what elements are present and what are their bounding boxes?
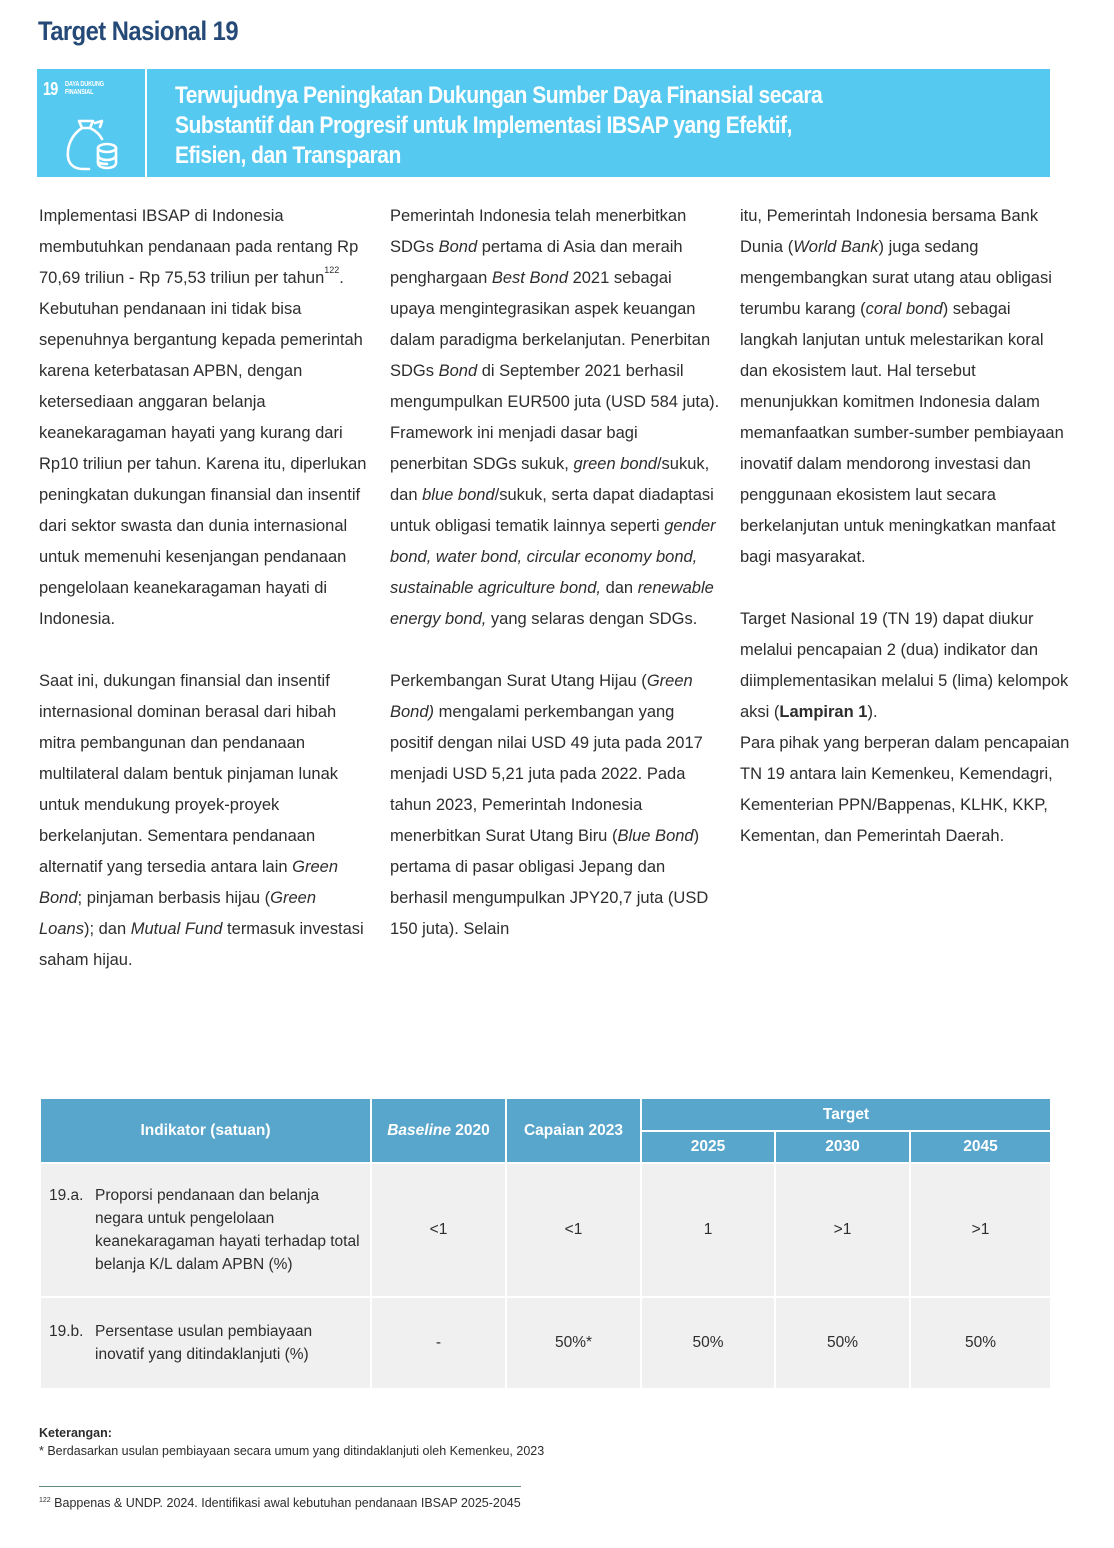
italic-term: Mutual Fund: [130, 920, 223, 938]
paragraph: [390, 666, 720, 945]
target-title-line3: Efisien, dan Transparan: [175, 142, 401, 169]
italic-term: Blue Bond: [617, 827, 694, 845]
text-column-1: [39, 201, 369, 976]
text-run: Pemerintah Indonesia telah menerbitkan SDGs: [390, 207, 687, 256]
header-year-2030: 2030: [775, 1131, 910, 1163]
header-capaian: Capaian 2023: [506, 1098, 641, 1163]
table-row: [40, 1163, 1051, 1297]
italic-term: Green Bond: [39, 858, 339, 907]
indicator-text: Proporsi pendanaan dan belanja negara untuk pengelolaan keanekaragaman hayati terhadap total belanja K/L dalam APBN (%): [95, 1187, 360, 1273]
badge-label: [65, 81, 104, 97]
italic-term: green bond: [573, 455, 657, 473]
text-run: dan: [600, 579, 638, 597]
target-title: [175, 81, 915, 171]
target-banner: [37, 69, 1050, 177]
paragraph: [390, 201, 720, 635]
badge-label-line1: DAYA DUKUNG: [65, 81, 105, 88]
text-run: ) juga sedang mengembangkan surat utang atau obligasi terumbu karang (: [740, 238, 1052, 318]
paragraph: [740, 604, 1070, 728]
text-run: Perkembangan Surat Utang Hijau (: [390, 672, 647, 690]
footnote-text: Bappenas & UNDP. 2024. Identifikasi awal kebutuhan pendanaan IBSAP 2025-2045: [50, 1496, 521, 1510]
notes-title: Keterangan:: [39, 1426, 112, 1440]
header-year-2045: 2045: [910, 1131, 1051, 1163]
badge-label-line2: FINANSIAL: [65, 89, 94, 96]
capaian-value: <1: [506, 1163, 641, 1297]
target-2045-value: >1: [910, 1163, 1051, 1297]
indicator-table: [39, 1097, 1052, 1390]
capaian-value: 50%*: [506, 1297, 641, 1389]
text-run: . Kebutuhan pendanaan ini tidak bisa sepenuhnya bergantung kepada pemerintah karena keterbatasan APBN, dengan ketersediaan anggaran belanja keanekaragaman hayati yang kurang dari Rp10 triliun per tahun. Karena itu, diperlukan peningkatan dukungan finansial dan insentif dari sektor swasta dan dunia internasional untuk memenuhi kesenjangan pendanaan pengelolaan keanekaragaman hayati di Indonesia.: [39, 269, 367, 628]
italic-term: Green Bond): [390, 672, 693, 721]
page-title: Target Nasional 19: [38, 16, 239, 46]
text-run: pertama di Asia dan meraih penghargaan: [390, 238, 683, 287]
paragraph: [740, 728, 1070, 852]
text-run: ) pertama di pasar obligasi Jepang dan berhasil mengumpulkan JPY20,7 juta (USD 150 juta). Selain: [390, 827, 709, 938]
italic-term: Green Loans: [39, 889, 317, 938]
header-baseline: [371, 1098, 506, 1163]
indicator-code: 19.a.: [49, 1187, 84, 1204]
text-run: Target Nasional 19 (TN 19) dapat diukur melalui pencapaian 2 (dua) indikator dan diimplementasikan melalui 5 (lima) kelompok aksi (: [740, 610, 1069, 721]
text-run: itu, Pemerintah Indonesia bersama Bank Dunia (: [740, 207, 1039, 256]
text-run: di September 2021 berhasil mengumpulkan EUR500 juta (USD 584 juta). Framework ini menjadi dasar bagi penerbitan SDGs sukuk,: [390, 362, 720, 473]
indicator-cell: [40, 1297, 371, 1389]
italic-term: renewable energy bond,: [390, 579, 714, 628]
table-notes: [39, 1424, 544, 1460]
text-run: /sukuk, dan: [390, 455, 710, 504]
text-run: termasuk investasi saham hijau.: [39, 920, 364, 969]
baseline-value: <1: [371, 1163, 506, 1297]
italic-term: blue bond: [422, 486, 495, 504]
money-bag-coins-icon: [65, 117, 119, 173]
italic-term: Best Bond: [491, 269, 568, 287]
italic-term: Bond: [438, 238, 478, 256]
italic-term: World Bank: [793, 238, 879, 256]
paragraph: [740, 201, 1070, 573]
text-column-3: [740, 201, 1070, 852]
table-row: [40, 1297, 1051, 1389]
target-2030-value: 50%: [775, 1297, 910, 1389]
footnote-ref[interactable]: 122: [324, 265, 340, 275]
target-2025-value: 1: [641, 1163, 775, 1297]
italic-term: gender bond, water bond, circular economy bond, sustainable agriculture bond,: [390, 517, 716, 597]
sdg-target-badge: [37, 69, 147, 177]
header-baseline-year: 2020: [450, 1121, 490, 1139]
header-target: Target: [641, 1098, 1051, 1131]
target-2025-value: 50%: [641, 1297, 775, 1389]
text-run: ) sebagai langkah lanjutan untuk melestarikan koral dan ekosistem laut. Hal tersebut menunjukkan komitmen Indonesia dalam memanfaatkan sumber-sumber pembiayaan inovatif dalam mendorong investasi dan penggunaan ekosistem laut secara berkelanjutan untuk meningkatkan manfaat bagi masyarakat.: [740, 300, 1064, 566]
indicator-cell: [40, 1163, 371, 1297]
indicator-code: 19.b.: [49, 1323, 84, 1340]
text-run: Para pihak yang berperan dalam pencapaian TN 19 antara lain Kemenkeu, Kemendagri, Kementerian PPN/Bappenas, KLHK, KKP, Kementan, dan Pemerintah Daerah.: [740, 734, 1070, 845]
indicator-text: Persentase usulan pembiayaan inovatif yang ditindaklanjuti (%): [95, 1323, 313, 1363]
baseline-value: -: [371, 1297, 506, 1389]
header-year-2025: 2025: [641, 1131, 775, 1163]
target-2030-value: >1: [775, 1163, 910, 1297]
target-title-line2: Substantif dan Progresif untuk Implementasi IBSAP yang Efektif,: [175, 112, 792, 139]
text-run: ).: [867, 703, 878, 721]
italic-term: Bond: [438, 362, 478, 380]
target-title-line1: Terwujudnya Peningkatan Dukungan Sumber Daya Finansial secara: [175, 82, 823, 109]
footnote: [39, 1496, 521, 1510]
paragraph: [39, 201, 369, 635]
header-baseline-label: Baseline: [387, 1121, 451, 1139]
text-column-2: [390, 201, 720, 945]
target-2045-value: 50%: [910, 1297, 1051, 1389]
appendix-link[interactable]: Lampiran 1: [779, 703, 868, 721]
text-run: ); dan: [83, 920, 131, 938]
text-run: Saat ini, dukungan finansial dan insentif internasional dominan berasal dari hibah mitra pembangunan dan pendanaan multilateral dalam bentuk pinjaman lunak untuk mendukung proyek-proyek berkelanjutan. Sementara pendanaan alternatif yang tersedia antara lain: [39, 672, 338, 876]
text-run: Implementasi IBSAP di Indonesia membutuhkan pendanaan pada rentang Rp 70,69 triliun - Rp 75,53 triliun per tahun: [39, 207, 359, 287]
italic-term: coral bond: [865, 300, 943, 318]
paragraph: [39, 666, 369, 976]
header-indicator: Indikator (satuan): [40, 1098, 371, 1163]
text-run: 2021 sebagai upaya mengintegrasikan aspek keuangan dalam paradigma berkelanjutan. Penerbitan SDGs: [390, 269, 711, 380]
text-run: yang selaras dengan SDGs.: [486, 610, 698, 628]
badge-number: 19: [43, 79, 58, 99]
notes-item: * Berdasarkan usulan pembiayaan secara umum yang ditindaklanjuti oleh Kemenkeu, 2023: [39, 1444, 545, 1458]
text-run: ; pinjaman berbasis hijau (: [77, 889, 271, 907]
text-run: mengalami perkembangan yang positif dengan nilai USD 49 juta pada 2017 menjadi USD 5,21 juta pada 2022. Pada tahun 2023, Pemerintah Indonesia menerbitkan Surat Utang Biru (: [390, 703, 703, 845]
footnote-number: 122: [39, 1497, 51, 1504]
text-run: /sukuk, serta dapat diadaptasi untuk obligasi tematik lainnya seperti: [390, 486, 714, 535]
footnote-divider: [39, 1486, 521, 1487]
